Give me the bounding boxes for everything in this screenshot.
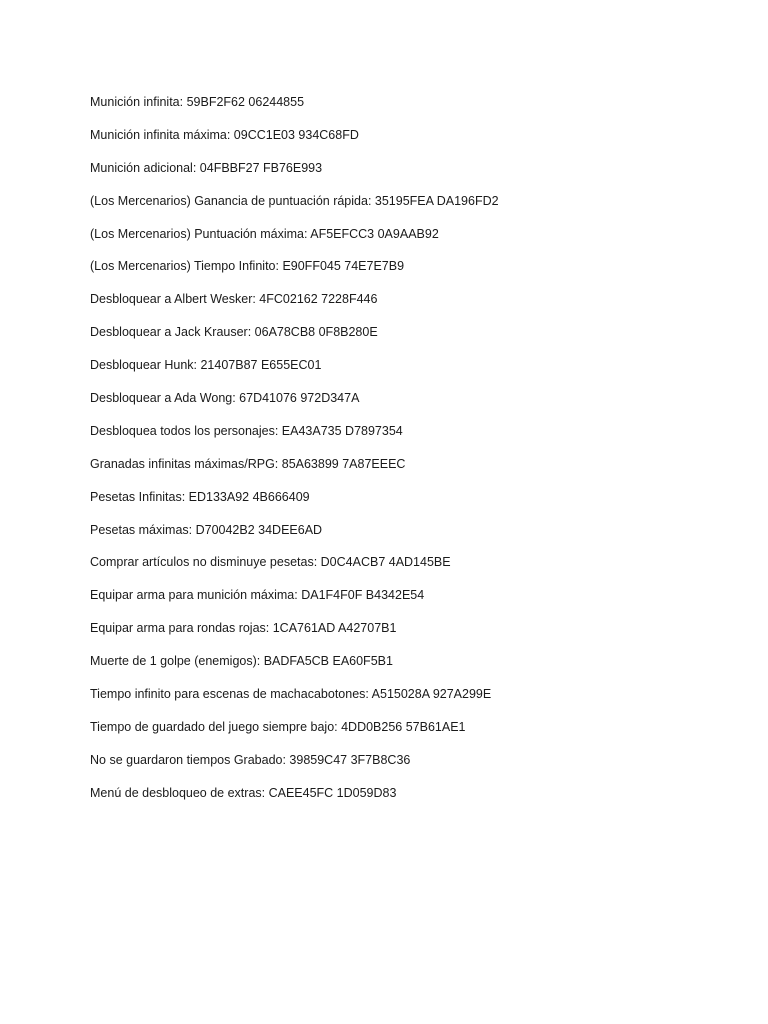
cheat-code-line: Desbloquear a Albert Wesker: 4FC02162 7228F446 xyxy=(90,292,378,307)
cheat-code-line: Desbloquear a Ada Wong: 67D41076 972D347A xyxy=(90,391,360,406)
cheat-code-line: Desbloquear Hunk: 21407B87 E655EC01 xyxy=(90,358,322,373)
cheat-code-list xyxy=(90,92,730,816)
cheat-code-line: (Los Mercenarios) Tiempo Infinito: E90FF045 74E7E7B9 xyxy=(90,259,405,274)
cheat-code-line: No se guardaron tiempos Grabado: 39859C47 3F7B8C36 xyxy=(90,752,411,767)
cheat-code-line: Munición infinita máxima: 09CC1E03 934C68FD xyxy=(90,127,359,142)
cheat-code-line: Tiempo de guardado del juego siempre bajo: 4DD0B256 57B61AE1 xyxy=(90,719,466,734)
cheat-code-line: Pesetas Infinitas: ED133A92 4B666409 xyxy=(90,489,310,504)
cheat-code-line: Granadas infinitas máximas/RPG: 85A63899 7A87EEEC xyxy=(90,456,406,471)
cheat-code-line: Equipar arma para rondas rojas: 1CA761AD A42707B1 xyxy=(90,621,397,636)
cheat-code-line: Desbloquear a Jack Krauser: 06A78CB8 0F8B280E xyxy=(90,325,378,340)
cheat-code-line: Munición infinita: 59BF2F62 06244855 xyxy=(90,95,305,109)
cheat-code-line: (Los Mercenarios) Puntuación máxima: AF5EFCC3 0A9AAB92 xyxy=(90,226,439,241)
cheat-code-line: Pesetas máximas: D70042B2 34DEE6AD xyxy=(90,522,323,537)
cheat-code-line: Menú de desbloqueo de extras: CAEE45FC 1D059D83 xyxy=(90,785,397,800)
cheat-code-line: Munición adicional: 04FBBF27 FB76E993 xyxy=(90,160,323,175)
cheat-code-line: Tiempo infinito para escenas de machacabotones: A515028A 927A299E xyxy=(90,687,492,702)
cheat-code-line: (Los Mercenarios) Ganancia de puntuación rápida: 35195FEA DA196FD2 xyxy=(90,193,499,208)
cheat-code-line: Comprar artículos no disminuye pesetas: D0C4ACB7 4AD145BE xyxy=(90,555,451,570)
cheat-code-line: Equipar arma para munición máxima: DA1F4F0F B4342E54 xyxy=(90,588,425,603)
cheat-code-line: Desbloquea todos los personajes: EA43A735 D7897354 xyxy=(90,423,403,438)
cheat-code-line: Muerte de 1 golpe (enemigos): BADFA5CB EA60F5B1 xyxy=(90,654,393,669)
